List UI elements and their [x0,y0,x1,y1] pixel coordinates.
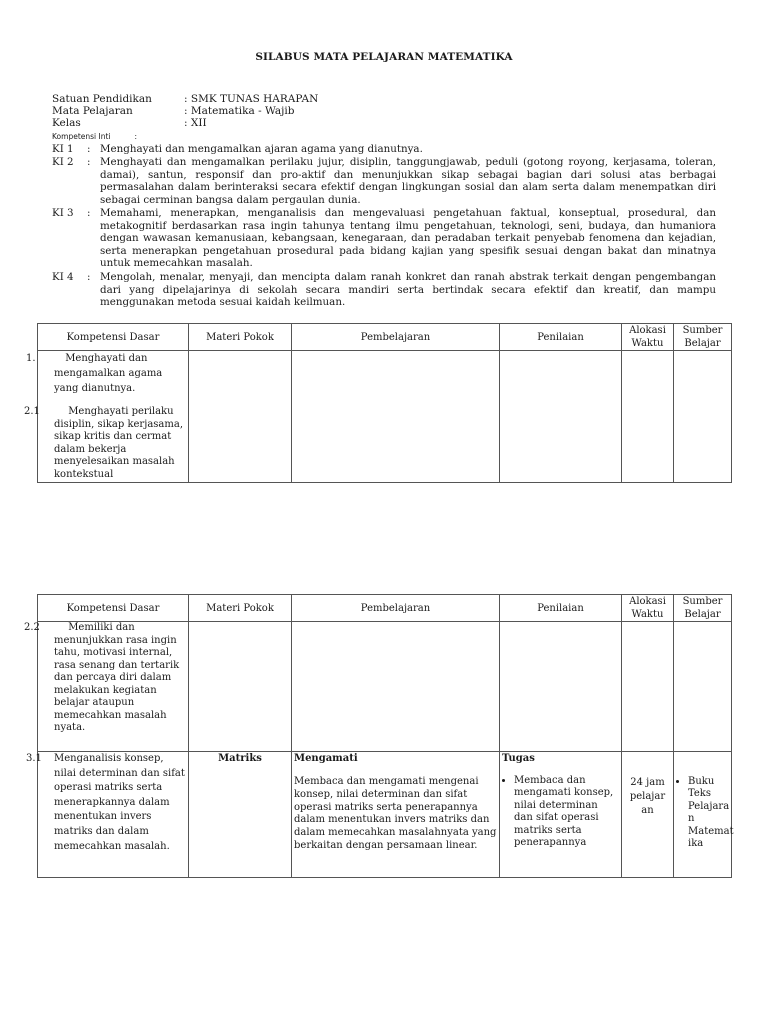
header-alokasi-waktu: Alokasi Waktu [622,324,674,351]
alokasi-cell [622,752,674,878]
materi-cell [189,351,292,483]
ki-item-2 [52,156,716,206]
pembelajaran-cell [292,752,500,878]
document-title: SILABUS MATA PELAJARAN MATEMATIKA [255,51,513,63]
header-penilaian: Penilaian [500,595,622,622]
sumber-cell [674,752,732,878]
kd-number: 2.2 [24,622,40,633]
penilaian-item: • Membaca dan mengamati konsep, nilai determinan dan sifat operasi matriks serta penerapannya [514,775,619,849]
header-sumber-belajar: Sumber Belajar [674,324,732,351]
kd-item-1 [26,351,186,396]
sumber-cell [674,622,732,752]
syllabus-table-1 [24,323,732,483]
ki-heading-colon: : [134,132,138,141]
kd-item-3-1 [26,752,186,854]
alokasi-cell [622,622,674,752]
pembelajaran-cell [292,351,500,483]
header-kompetensi-dasar: Kompetensi Dasar [38,595,189,622]
table-row [38,622,732,752]
kd-number: 3.1 [26,753,42,764]
kd-cell [26,752,189,878]
info-value: : Matematika - Wajib [184,105,295,117]
ki-item-1 [52,143,716,156]
header-pembelajaran: Pembelajaran [292,324,500,351]
ki-sep: : [87,207,91,219]
ki-heading [52,132,137,141]
ki-heading-label: Kompetensi Inti [52,132,111,141]
header-alokasi-waktu: Alokasi Waktu [622,595,674,622]
header-materi-pokok: Materi Pokok [189,595,292,622]
kd-text: Menghayati dan mengamalkan agama yang dianutnya. [54,353,163,394]
table-header-row [38,595,732,622]
ki-sep: : [87,271,91,283]
kd-item-2-2 [24,622,186,735]
alokasi-cell [622,351,674,483]
kd-number: 2.1 [24,406,40,417]
ki-text: Menghayati dan mengamalkan perilaku jujur, disiplin, tanggungjawab, peduli (gotong royong, kerjasama, toleran, damai), santun, responsif dan pro-aktif dan menunjukkan sikap sebagai bagian dari solusi atas berbagai permasalahan dalam berinteraksi secara efektif dengan lingkungan sosial dan alam serta dalam menempatkan diri sebagai cerminan bangsa dalam pergaulan dunia. [100,156,716,206]
ki-item-4 [52,271,716,309]
penilaian-list [502,775,619,849]
pembelajaran-heading: Mengamati [294,753,358,764]
kd-text: Menganalisis konsep, nilai determinan dan sifat operasi matriks serta menerapkannya dalam menentukan invers matriks dan dalam memecahkan masalah. [54,753,185,852]
ki-code: KI 2 [52,156,74,168]
kd-text: Menghayati perilaku disiplin, sikap kerjasama, sikap kritis dan cermat dalam bekerja menyelesaikan masalah kontekstual [54,406,183,480]
pembelajaran-cell [292,622,500,752]
info-label: Mata Pelajaran [52,105,133,117]
ki-item-3 [52,207,716,270]
penilaian-cell [500,622,622,752]
penilaian-heading: Tugas [502,753,535,764]
ki-text: Menghayati dan mengamalkan ajaran agama yang dianutnya. [100,143,423,155]
table-row [38,752,732,878]
kd-cell [24,622,189,752]
kd-number: 1. [26,353,36,364]
info-value: : SMK TUNAS HARAPAN [184,93,319,105]
kd-text: Memiliki dan menunjukkan rasa ingin tahu, motivasi internal, rasa senang dan tertarik dan percaya diri dalam melakukan kegiatan belajar ataupun memecahkan masalah nyata. [54,622,180,733]
table-row [38,351,732,483]
info-label: Satuan Pendidikan [52,93,152,105]
ki-sep: : [87,143,91,155]
info-row-satuan [52,93,318,105]
ki-text: Memahami, menerapkan, menganalisis dan mengevaluasi pengetahuan faktual, konseptual, prosedural, dan metakognitif berdasarkan rasa ingin tahunya tentang ilmu pengetahuan, teknologi, seni, budaya, dan humaniora dengan wawasan kemanusiaan, kebangsaan, kenegaraan, dan peradaban terkait penyebab fenomena dan kejadian, serta menerapkan pengetahuan prosedural pada bidang kajian yang spesifik sesuai dengan bakat dan minatnya untuk memecahkan masalah. [100,207,716,270]
table-header-row [38,324,732,351]
alokasi-text: 24 jam pelajar an [629,777,666,816]
sumber-cell [674,351,732,483]
header-pembelajaran: Pembelajaran [292,595,500,622]
info-value: : XII [184,117,207,129]
materi-pokok-text: Matriks [218,753,262,764]
syllabus-table-2 [24,594,734,878]
ki-code: KI 1 [52,143,74,155]
ki-code: KI 4 [52,271,74,283]
info-row-mapel [52,105,318,117]
info-label: Kelas [52,117,81,129]
school-info [52,93,318,129]
header-kompetensi-dasar: Kompetensi Dasar [38,324,189,351]
header-sumber-belajar: Sumber Belajar [674,595,732,622]
info-row-kelas [52,117,318,129]
penilaian-cell [500,752,622,878]
header-materi-pokok: Materi Pokok [189,324,292,351]
ki-text: Mengolah, menalar, menyaji, dan mencipta dalam ranah konkret dan ranah abstrak terkait dengan pengembangan dari yang dipelajarinya di sekolah secara mandiri serta bertindak secara efektif dan kreatif, dan mampu menggunakan metoda sesuai kaidah keilmuan. [100,271,716,309]
pembelajaran-text: Membaca dan mengamati mengenai konsep, nilai determinan dan sifat operasi matriks serta penerapannya dalam menentukan invers matriks dan dalam memecahkan masalahnyata yang berkaitan dengan persamaan linear. [294,776,497,851]
sumber-list [676,776,734,850]
ki-sep: : [87,156,91,168]
ki-code: KI 3 [52,207,74,219]
penilaian-cell [500,351,622,483]
kd-item-2-1 [24,406,186,481]
materi-cell [189,752,292,878]
sumber-item: • Buku Teks Pelajara n Matemat ika [688,776,729,850]
header-penilaian: Penilaian [500,324,622,351]
kd-cell [24,351,189,483]
materi-cell [189,622,292,752]
